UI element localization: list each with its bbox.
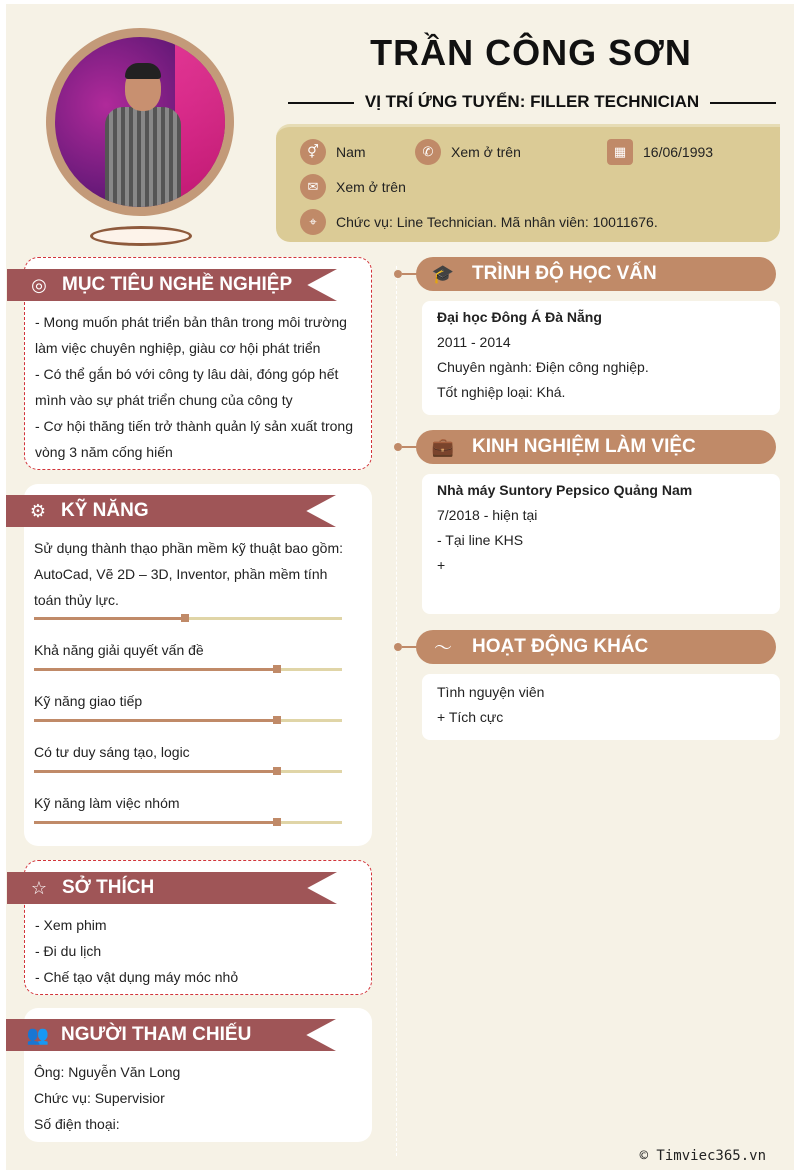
objective-line: - Có thể gắn bó với công ty lâu dài, đóng góp hết mình vào sự phát triển chung của công ty xyxy=(35,366,339,408)
mail-icon: ✉ xyxy=(300,174,326,200)
experience-line: + xyxy=(437,557,446,573)
copyright: © Timviec365.vn xyxy=(639,1148,766,1164)
cv-page xyxy=(6,4,794,1170)
phone-icon: ✆ xyxy=(415,139,441,165)
skill-label: Kỹ năng giao tiếp xyxy=(34,693,143,709)
position-row xyxy=(288,92,776,114)
skill-label: Khả năng giải quyết vấn đề xyxy=(34,642,204,658)
address-value: Chức vụ: Line Technician. Mã nhân viên: 10011676. xyxy=(336,214,658,230)
activity-line: Tình nguyện viên xyxy=(437,684,545,700)
reference-line: Số điện thoại: xyxy=(34,1116,120,1132)
references-text xyxy=(34,1059,358,1137)
gender-value: Nam xyxy=(336,144,366,160)
briefcase-icon: 💼 xyxy=(431,436,455,457)
graduation-cap-icon: 🎓 xyxy=(431,263,455,284)
education-title: TRÌNH ĐỘ HỌC VẤN xyxy=(472,263,657,284)
references-title: NGƯỜI THAM CHIẾU xyxy=(61,1024,252,1045)
references-section xyxy=(24,1008,372,1142)
hobby-item: - Xem phim xyxy=(35,917,107,933)
skill-label: Kỹ năng làm việc nhóm xyxy=(34,795,180,811)
education-period: 2011 - 2014 xyxy=(437,334,511,350)
objective-section xyxy=(24,257,372,470)
phone-value: Xem ở trên xyxy=(451,144,521,160)
skills-header xyxy=(6,495,354,527)
email-value: Xem ở trên xyxy=(336,179,406,195)
star-icon: ☆ xyxy=(30,877,48,898)
hobbies-header xyxy=(7,872,355,904)
education-grade: Tốt nghiệp loại: Khá. xyxy=(437,384,566,400)
skill-bar xyxy=(34,668,342,671)
skill-label: Có tư duy sáng tạo, logic xyxy=(34,744,190,760)
school-name: Đại học Đông Á Đà Nẵng xyxy=(437,309,602,325)
objective-header xyxy=(7,269,355,301)
hobbies-title: SỞ THÍCH xyxy=(62,877,155,898)
info-phone xyxy=(415,139,521,165)
hobbies-section xyxy=(24,860,372,995)
gear-icon: ⚙ xyxy=(29,500,47,521)
divider-line xyxy=(288,102,354,104)
hobby-item: - Chế tạo vật dụng máy móc nhỏ xyxy=(35,969,239,985)
calendar-icon: ▦ xyxy=(607,139,633,165)
info-birthday xyxy=(607,139,713,165)
education-header xyxy=(394,257,776,291)
experience-text xyxy=(437,478,768,578)
experience-period: 7/2018 - hiện tại xyxy=(437,507,538,523)
info-address xyxy=(300,209,658,235)
objective-line: - Mong muốn phát triển bản thân trong môi trường làm việc chuyên nghiệp, giàu cơ hội phát triển xyxy=(35,314,347,356)
skill-bar xyxy=(34,770,342,773)
divider-line xyxy=(710,102,776,104)
photo-stand xyxy=(90,226,192,246)
activity-line: + Tích cực xyxy=(437,709,504,725)
objective-line: - Cơ hội thăng tiến trở thành quản lý sản xuất trong vòng 3 năm cống hiến xyxy=(35,418,353,460)
candidate-name: TRẦN CÔNG SƠN xyxy=(370,32,692,73)
objective-text xyxy=(35,309,357,465)
skills-title: KỸ NĂNG xyxy=(61,500,149,521)
experience-title: KINH NGHIỆM LÀM VIỆC xyxy=(472,436,696,457)
pulse-icon: 〜 xyxy=(434,638,452,658)
objective-title: MỤC TIÊU NGHỀ NGHIỆP xyxy=(62,274,293,295)
activities-text xyxy=(437,680,768,730)
people-icon: 👥 xyxy=(26,1024,50,1045)
birthday-value: 16/06/1993 xyxy=(643,144,714,160)
activities-box xyxy=(422,674,780,740)
gender-icon: ⚥ xyxy=(300,139,326,165)
reference-line: Ông: Nguyễn Văn Long xyxy=(34,1064,181,1080)
education-text xyxy=(437,305,768,405)
personal-info-box xyxy=(276,124,780,242)
hobby-item: - Đi du lịch xyxy=(35,943,102,959)
experience-box xyxy=(422,474,780,614)
hobbies-text xyxy=(35,912,357,990)
skills-section xyxy=(24,484,372,846)
experience-header xyxy=(394,430,776,464)
photo-frame xyxy=(46,28,234,216)
skill-bar xyxy=(34,719,342,722)
company-name: Nhà máy Suntory Pepsico Quảng Nam xyxy=(437,482,693,498)
info-email xyxy=(300,174,406,200)
info-gender xyxy=(300,139,366,165)
activities-title: HOẠT ĐỘNG KHÁC xyxy=(472,636,649,657)
skill-bar xyxy=(34,617,342,620)
photo-image xyxy=(55,37,225,207)
experience-line: - Tại line KHS xyxy=(437,532,524,548)
applied-position: VỊ TRÍ ỨNG TUYỂN: FILLER TECHNICIAN xyxy=(364,92,700,111)
activities-header xyxy=(394,630,776,664)
skill-label: Sử dụng thành thạo phần mềm kỹ thuật bao gồm: AutoCad, Vẽ 2D – 3D, Inventor, phần mềm tính toán thủy lực. xyxy=(34,540,344,608)
references-header xyxy=(6,1019,354,1051)
skill-bar xyxy=(34,821,342,824)
profile-photo xyxy=(46,28,236,248)
target-icon: ◎ xyxy=(31,274,47,295)
reference-line: Chức vụ: Supervisior xyxy=(34,1090,165,1106)
column-divider xyxy=(396,266,397,1156)
education-major: Chuyên ngành: Điện công nghiệp. xyxy=(437,359,649,375)
location-pin-icon: ⌖ xyxy=(300,209,326,235)
education-box xyxy=(422,301,780,415)
